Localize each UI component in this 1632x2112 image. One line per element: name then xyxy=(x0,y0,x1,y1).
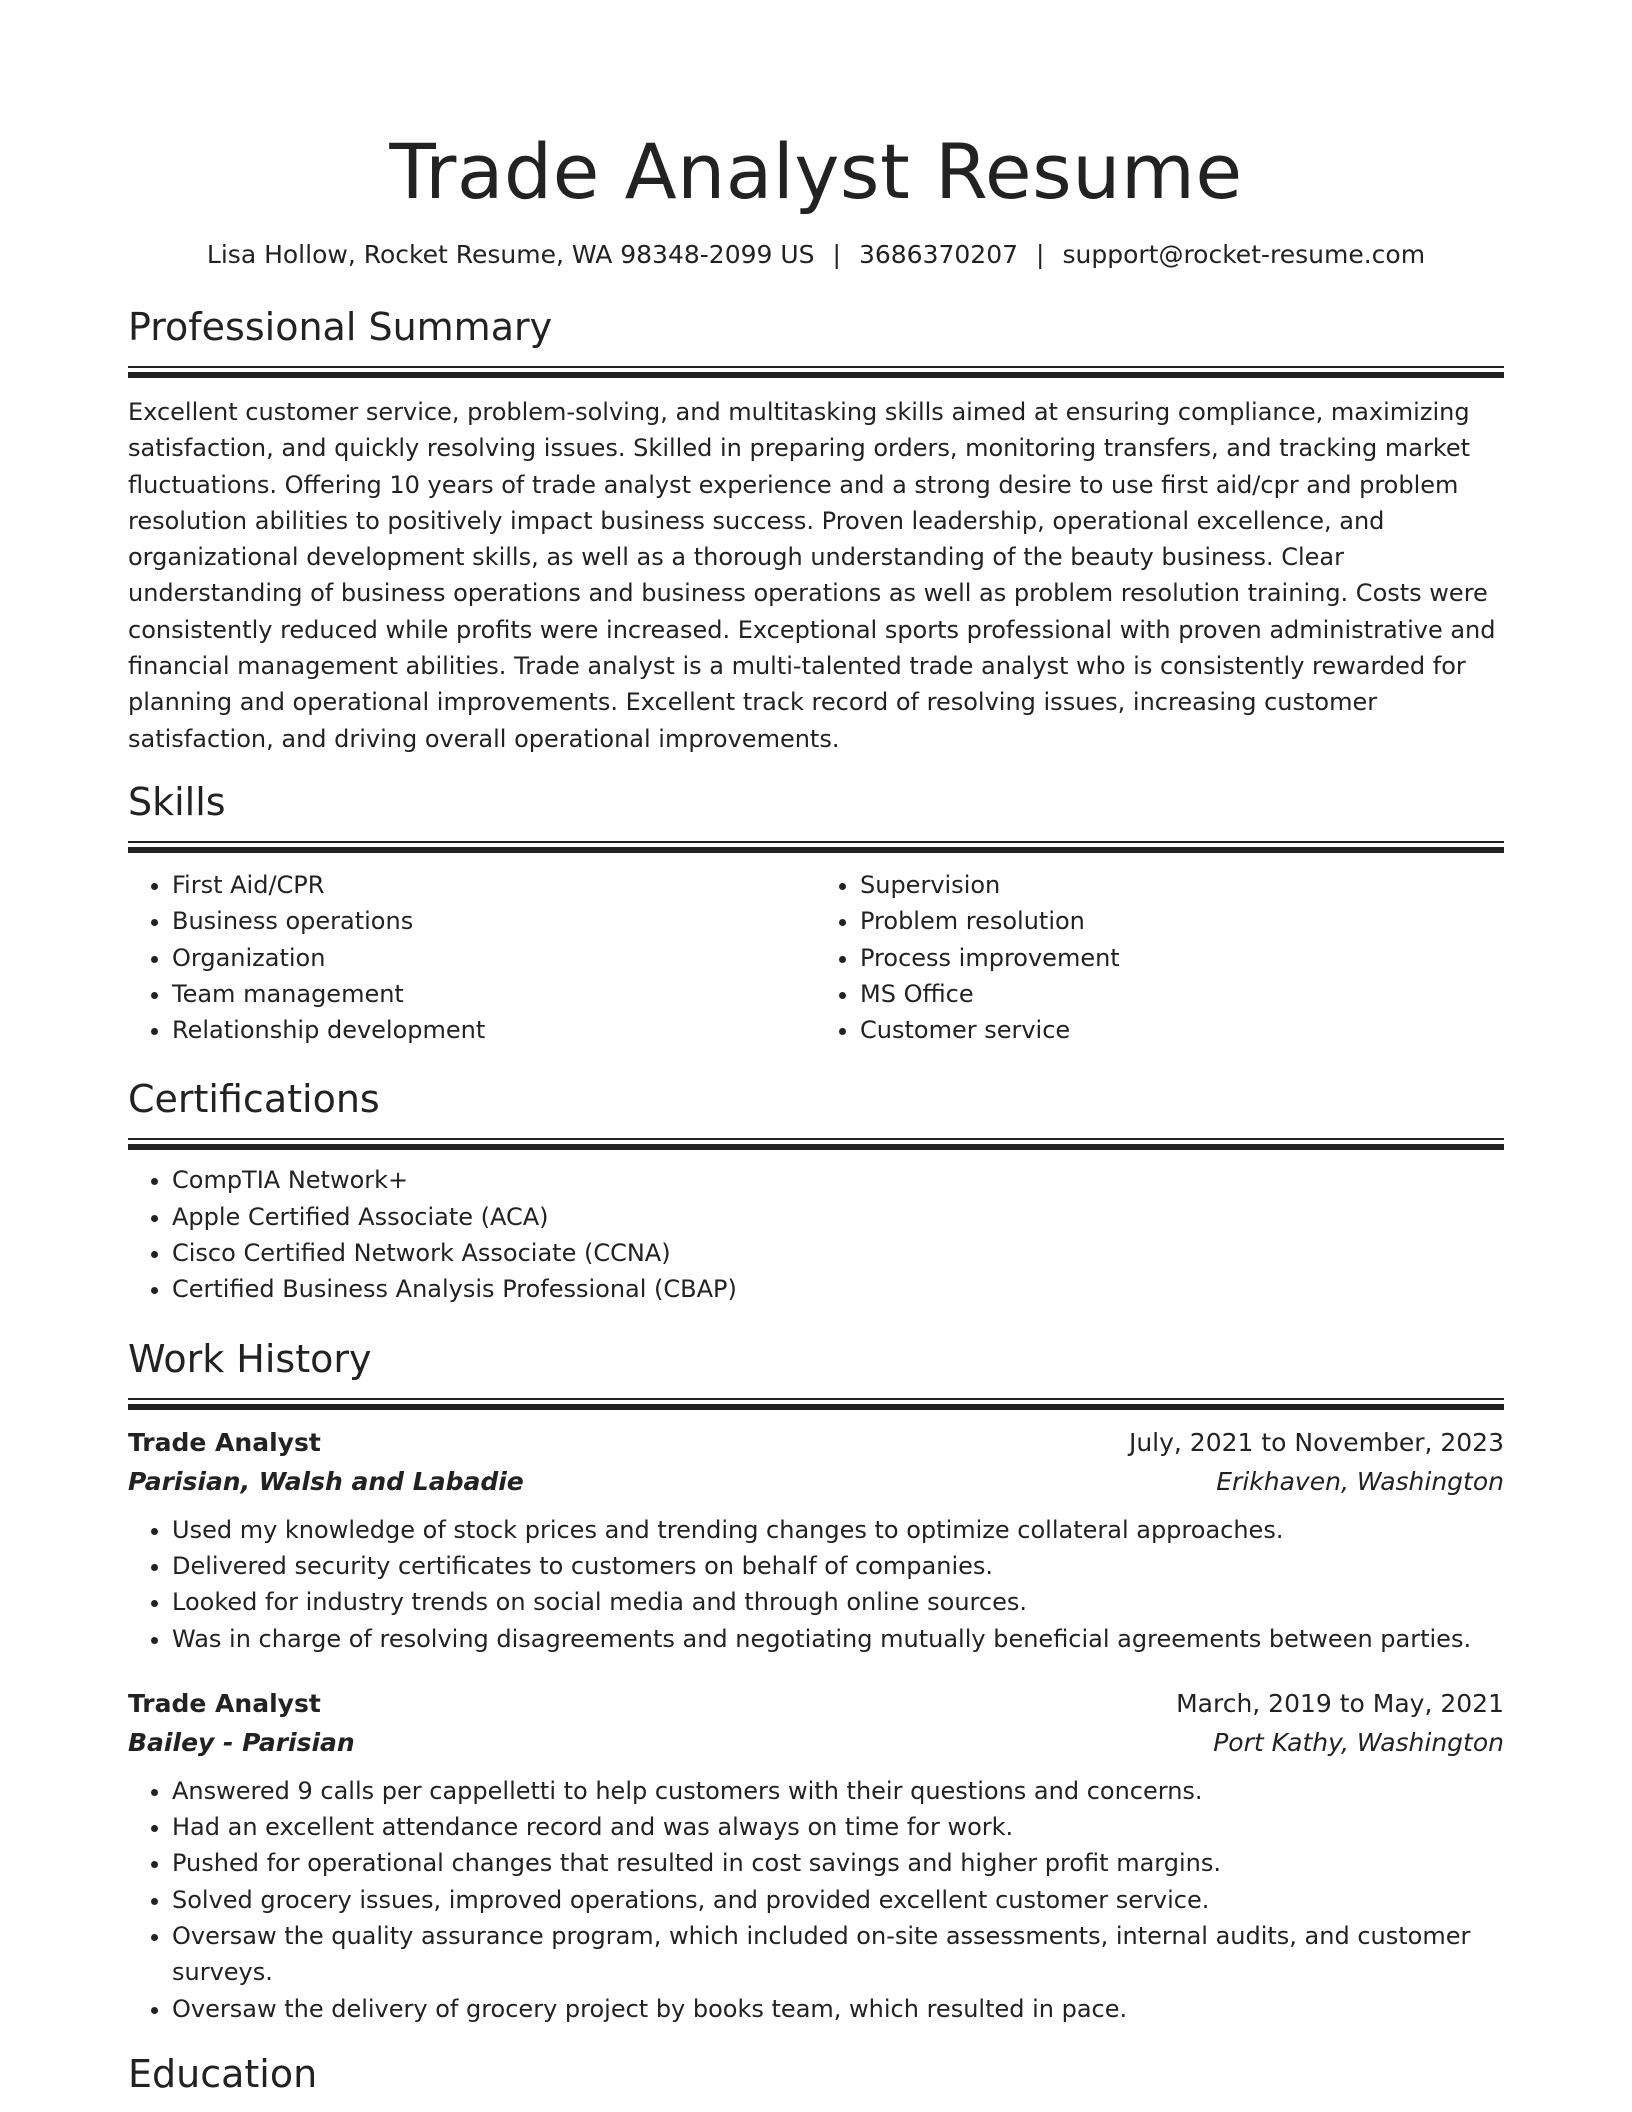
contact-phone: 3686370207 xyxy=(858,240,1019,269)
summary-heading: Professional Summary xyxy=(128,305,553,349)
skill-item: • Organization xyxy=(172,940,816,976)
contact-address: Lisa Hollow, Rocket Resume, WA 98348-2099 US xyxy=(206,240,815,269)
work-history-heading: Work History xyxy=(128,1336,372,1381)
skill-item: • MS Office xyxy=(860,976,1504,1012)
job-bullet: • Had an excellent attendance record and was always on time for work. xyxy=(172,1809,1504,1845)
section-divider xyxy=(128,366,1504,376)
skill-item: • Problem resolution xyxy=(860,903,1504,939)
job-bullets xyxy=(128,1512,1504,1657)
job-header xyxy=(128,1424,1504,1462)
section-divider xyxy=(128,1398,1504,1408)
skills-grid xyxy=(128,867,1504,1048)
job-title: Trade Analyst xyxy=(128,1688,321,1718)
work-history-section xyxy=(128,1334,1504,2027)
skill-item: • Process improvement xyxy=(860,940,1504,976)
skill-item: • Business operations xyxy=(172,903,816,939)
skill-item: • First Aid/CPR xyxy=(172,867,816,903)
certifications-section xyxy=(128,1074,1504,1307)
education-heading: Education xyxy=(128,2051,318,2096)
job-entry xyxy=(128,1424,1504,1657)
skills-heading: Skills xyxy=(128,779,226,824)
resume-page xyxy=(128,0,1504,2099)
job-company: Bailey - Parisian xyxy=(128,1727,355,1757)
job-location: Port Kathy, Washington xyxy=(1213,1727,1504,1757)
skills-list-right xyxy=(816,867,1504,1048)
certification-item: • Apple Certified Associate (ACA) xyxy=(172,1199,1504,1235)
skill-item: • Customer service xyxy=(860,1012,1504,1048)
summary-section xyxy=(128,302,1504,757)
contact-separator: | xyxy=(832,240,841,269)
job-title: Trade Analyst xyxy=(128,1427,321,1457)
job-bullet: • Was in charge of resolving disagreements and negotiating mutually beneficial agreements between parties. xyxy=(172,1621,1504,1657)
job-bullets xyxy=(128,1773,1504,2027)
job-subheader xyxy=(128,1462,1504,1502)
job-location: Erikhaven, Washington xyxy=(1216,1466,1504,1496)
job-subheader xyxy=(128,1723,1504,1763)
skills-section xyxy=(128,777,1504,1048)
skill-item: • Relationship development xyxy=(172,1012,816,1048)
summary-text: Excellent customer service, problem-solving, and multitasking skills aimed at ensuring compliance, maximizing satisfaction, and quickly resolving issues. Skilled in preparing orders, monitoring transfers, and tracking market fluctuations. Offering 10 years of trade analyst experience and a strong desire to use first aid/cpr and problem resolution abilities to positively impact business success. Proven leadership, operational excellence, and organizational development skills, as well as a thorough understanding of the beauty business. Clear understanding of business operations and business operations as well as problem resolution training. Costs were consistently reduced while profits were increased. Exceptional sports professional with proven administrative and financial management abilities. Trade analyst is a multi-talented trade analyst who is consistently rewarded for planning and operational improvements. Excellent track record of resolving issues, increasing customer satisfaction, and driving overall operational improvements. xyxy=(128,398,1496,753)
skill-item: • Supervision xyxy=(860,867,1504,903)
certification-item: • CompTIA Network+ xyxy=(172,1162,1504,1198)
certification-item: • Cisco Certified Network Associate (CCNA) xyxy=(172,1235,1504,1271)
job-bullet: • Answered 9 calls per cappelletti to help customers with their questions and concerns. xyxy=(172,1773,1504,1809)
certifications-heading: Certifications xyxy=(128,1077,380,1122)
job-bullet: • Looked for industry trends on social media and through online sources. xyxy=(172,1584,1504,1620)
contact-email: support@rocket-resume.com xyxy=(1062,240,1426,269)
job-bullet: • Oversaw the delivery of grocery project by books team, which resulted in pace. xyxy=(172,1991,1504,2027)
job-bullet: • Solved grocery issues, improved operations, and provided excellent customer service. xyxy=(172,1882,1504,1918)
certifications-list xyxy=(128,1162,1504,1307)
education-section xyxy=(128,2049,1504,2099)
contact-line xyxy=(128,238,1504,272)
contact-separator: | xyxy=(1036,240,1045,269)
resume-title: Trade Analyst Resume xyxy=(389,127,1243,216)
section-divider xyxy=(128,841,1504,851)
skills-list-left xyxy=(128,867,816,1048)
job-entry xyxy=(128,1685,1504,2027)
job-dates: July, 2021 to November, 2023 xyxy=(1128,1427,1504,1457)
job-company: Parisian, Walsh and Labadie xyxy=(128,1466,524,1496)
section-divider xyxy=(128,1138,1504,1148)
job-dates: March, 2019 to May, 2021 xyxy=(1176,1688,1504,1718)
job-bullet: • Oversaw the quality assurance program, which included on-site assessments, internal audits, and customer surveys. xyxy=(172,1918,1504,1991)
certification-item: • Certified Business Analysis Professional (CBAP) xyxy=(172,1271,1504,1307)
job-bullet: • Pushed for operational changes that resulted in cost savings and higher profit margins. xyxy=(172,1845,1504,1881)
job-header xyxy=(128,1685,1504,1723)
job-bullet: • Delivered security certificates to customers on behalf of companies. xyxy=(172,1548,1504,1584)
skill-item: • Team management xyxy=(172,976,816,1012)
job-bullet: • Used my knowledge of stock prices and trending changes to optimize collateral approaches. xyxy=(172,1512,1504,1548)
